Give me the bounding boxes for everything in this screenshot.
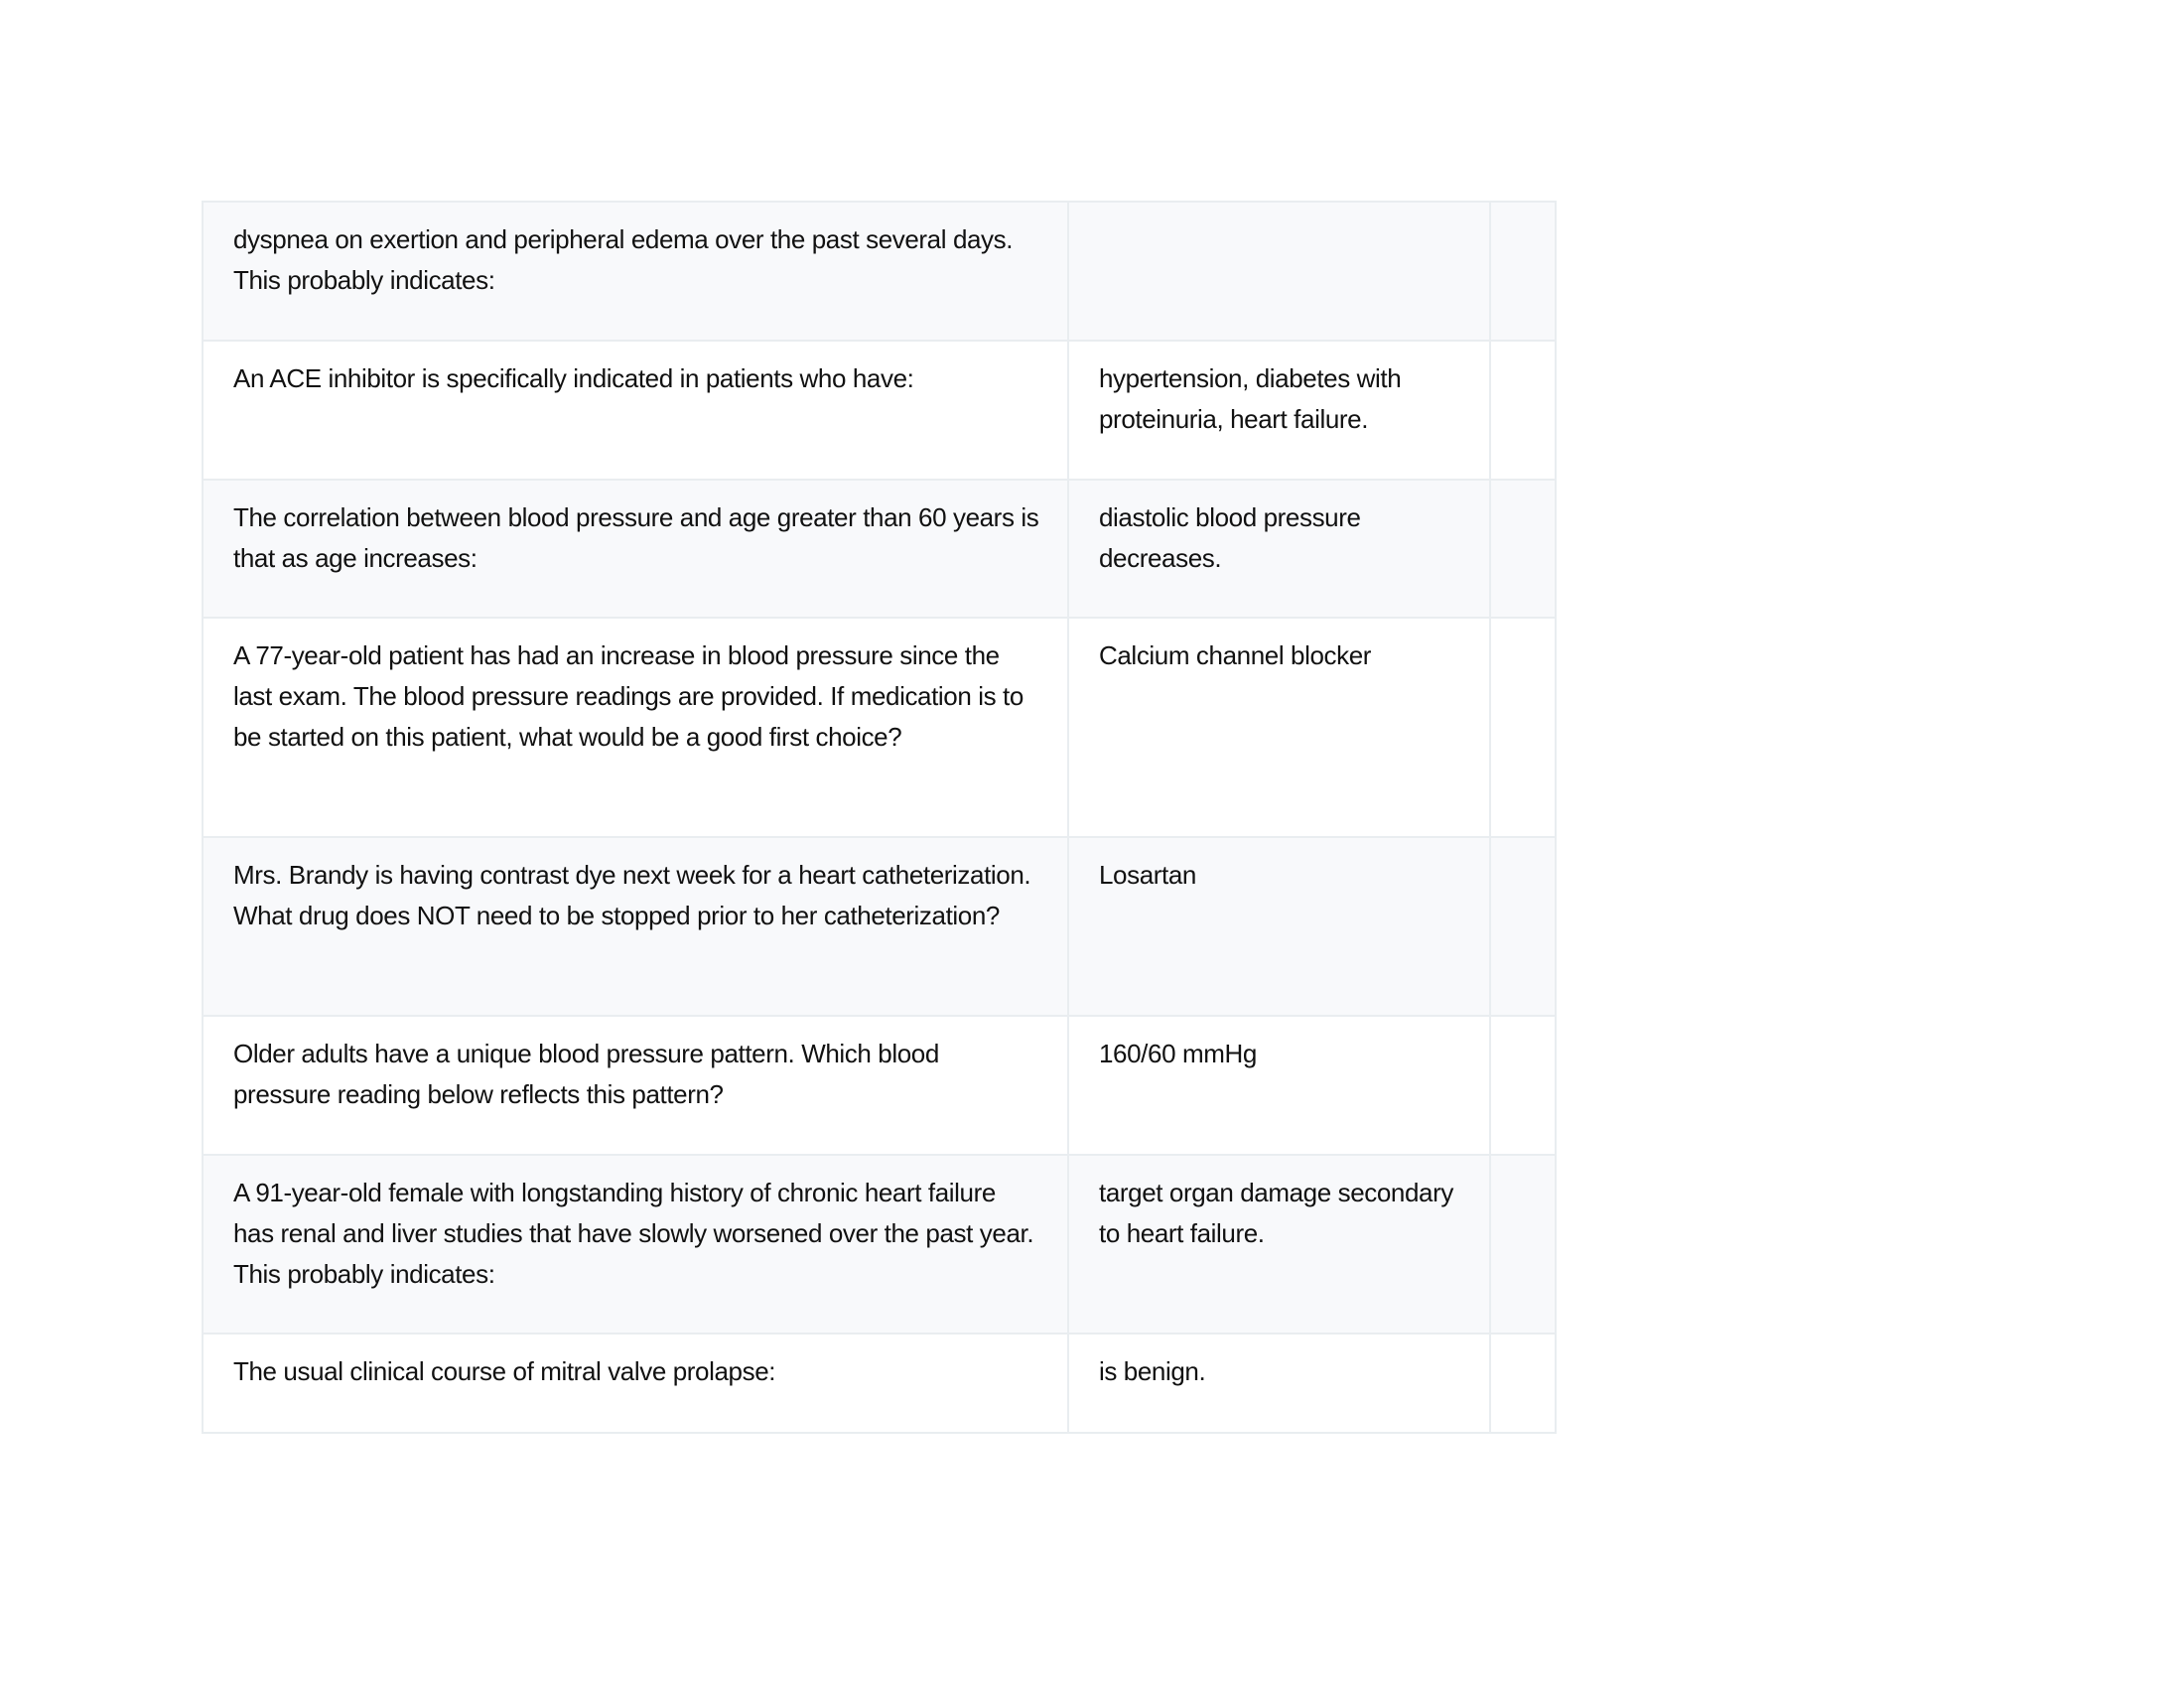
empty-cell <box>1490 1016 1556 1155</box>
qa-table <box>202 201 1557 1434</box>
empty-cell <box>1490 341 1556 480</box>
question-cell: A 77-year-old patient has had an increase in blood pressure since the last exam. The blood pressure readings are provided. If medication is to be started on this patient, what would be a good first choice? <box>203 618 1068 837</box>
answer-cell: Losartan <box>1068 837 1490 1016</box>
answer-cell: diastolic blood pressure decreases. <box>1068 480 1490 618</box>
question-cell: A 91-year-old female with longstanding history of chronic heart failure has renal and liver studies that have slowly worsened over the past year. This probably indicates: <box>203 1155 1068 1334</box>
question-cell: The correlation between blood pressure and age greater than 60 years is that as age increases: <box>203 480 1068 618</box>
table-row <box>203 480 1556 618</box>
answer-cell: hypertension, diabetes with proteinuria, heart failure. <box>1068 341 1490 480</box>
answer-cell <box>1068 202 1490 341</box>
answer-cell: target organ damage secondary to heart failure. <box>1068 1155 1490 1334</box>
question-cell: The usual clinical course of mitral valve prolapse: <box>203 1334 1068 1433</box>
table-row <box>203 618 1556 837</box>
question-cell: Mrs. Brandy is having contrast dye next week for a heart catheterization. What drug does NOT need to be stopped prior to her catheterization? <box>203 837 1068 1016</box>
question-cell: dyspnea on exertion and peripheral edema over the past several days. This probably indicates: <box>203 202 1068 341</box>
empty-cell <box>1490 837 1556 1016</box>
empty-cell <box>1490 618 1556 837</box>
empty-cell <box>1490 1334 1556 1433</box>
table-row <box>203 202 1556 341</box>
table-row <box>203 341 1556 480</box>
table-row <box>203 1334 1556 1433</box>
empty-cell <box>1490 1155 1556 1334</box>
table-row <box>203 1016 1556 1155</box>
answer-cell: Calcium channel blocker <box>1068 618 1490 837</box>
table-row <box>203 837 1556 1016</box>
answer-cell: is benign. <box>1068 1334 1490 1433</box>
table-row <box>203 1155 1556 1334</box>
answer-cell: 160/60 mmHg <box>1068 1016 1490 1155</box>
question-cell: An ACE inhibitor is specifically indicated in patients who have: <box>203 341 1068 480</box>
empty-cell <box>1490 480 1556 618</box>
empty-cell <box>1490 202 1556 341</box>
question-cell: Older adults have a unique blood pressure pattern. Which blood pressure reading below reflects this pattern? <box>203 1016 1068 1155</box>
